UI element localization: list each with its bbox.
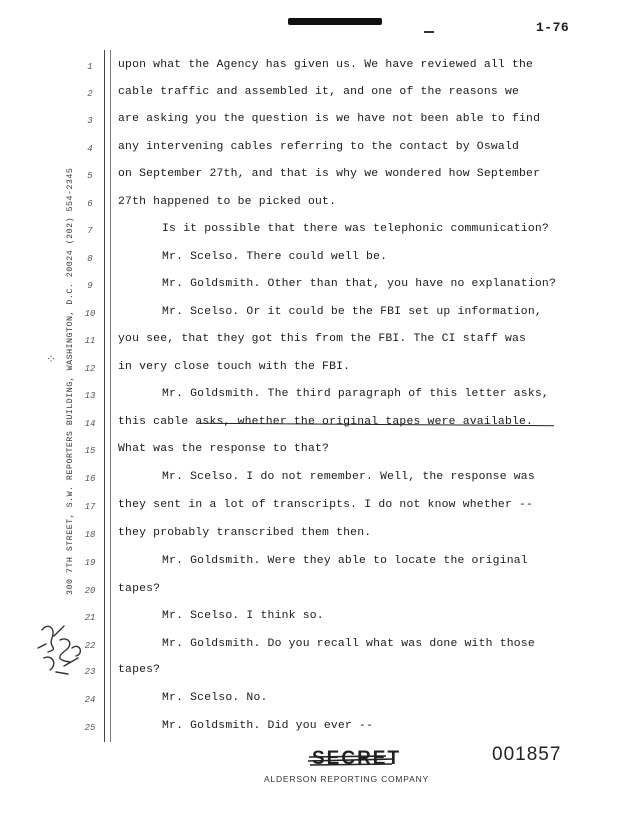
reporter-address-vertical: 300 7TH STREET, S.W. REPORTERS BUILDING, WASHINGTON, D.C. 20024 (202) 554-2345 <box>66 167 75 595</box>
line-number: 8 <box>87 254 93 264</box>
transcript-line <box>0 166 638 186</box>
line-text: are asking you the question is we have not been able to find <box>118 113 541 125</box>
line-text: Mr. Goldsmith. Other than that, you have no explanation? <box>162 278 556 290</box>
line-text: this cable asks, whether the original tapes were available. <box>118 416 534 428</box>
line-number: 7 <box>87 226 93 236</box>
line-text: tapes? <box>118 664 161 676</box>
secret-stamp: SECRET <box>312 748 402 769</box>
line-text: Mr. Scelso. Or it could be the FBI set up information, <box>162 306 542 318</box>
line-number: 5 <box>87 171 93 181</box>
line-text: Is it possible that there was telephonic communication? <box>162 223 549 235</box>
line-text: Mr. Scelso. I think so. <box>162 610 324 622</box>
page-number: 1-76 <box>536 20 570 35</box>
transcript-line <box>0 497 638 517</box>
line-text: any intervening cables referring to the contact by Oswald <box>118 141 520 153</box>
line-text: What was the response to that? <box>118 443 330 455</box>
line-number: 25 <box>84 723 96 733</box>
line-text: Mr. Goldsmith. Do you recall what was done with those <box>162 638 535 650</box>
line-number: 10 <box>84 309 96 319</box>
transcript-line <box>0 249 638 269</box>
line-number: 13 <box>84 391 96 401</box>
transcript-line <box>0 84 638 104</box>
stamp-strikethrough <box>306 752 396 772</box>
line-number: 11 <box>84 336 96 346</box>
transcript-line <box>0 662 638 682</box>
margin-tick-mark: ⁘ <box>46 353 57 367</box>
transcript-line <box>0 581 638 601</box>
transcript-line <box>0 359 638 379</box>
transcript-line <box>0 194 638 214</box>
line-text: they probably transcribed them then. <box>118 527 372 539</box>
transcript-line <box>0 553 638 573</box>
document-number: 001857 <box>492 744 562 765</box>
redaction-bar <box>288 18 382 25</box>
transcript-line <box>0 304 638 324</box>
line-number: 16 <box>84 474 96 484</box>
transcript-line <box>0 636 638 656</box>
transcript-line <box>0 111 638 131</box>
line-number: 12 <box>84 364 96 374</box>
transcript-line <box>0 608 638 628</box>
transcript-line <box>0 525 638 545</box>
line-text: they sent in a lot of transcripts. I do not know whether -- <box>118 499 534 511</box>
transcript-line <box>0 469 638 489</box>
line-text: Mr. Scelso. There could well be. <box>162 251 388 263</box>
handwritten-signature-icon <box>34 618 94 678</box>
line-number: 6 <box>87 199 93 209</box>
line-text: Mr. Scelso. No. <box>162 692 268 704</box>
line-number: 22 <box>84 641 96 651</box>
line-number: 20 <box>84 586 96 596</box>
line-text: Mr. Scelso. I do not remember. Well, the response was <box>162 471 535 483</box>
line-text: Mr. Goldsmith. Did you ever -- <box>162 720 374 732</box>
line-number: 4 <box>87 144 93 154</box>
line-number: 3 <box>87 116 93 126</box>
transcript-line <box>0 221 638 241</box>
transcript-line <box>0 718 638 738</box>
line-number: 2 <box>87 89 93 99</box>
line-number: 18 <box>84 530 96 540</box>
transcript-line <box>0 690 638 710</box>
line-text: on September 27th, and that is why we wondered how September <box>118 168 541 180</box>
line-text: cable traffic and assembled it, and one of the reasons we <box>118 86 520 98</box>
line-text: Mr. Goldsmith. The third paragraph of this letter asks, <box>162 388 549 400</box>
transcript-line <box>0 139 638 159</box>
line-text: tapes? <box>118 583 161 595</box>
transcript-line <box>0 57 638 77</box>
line-number: 14 <box>84 419 96 429</box>
line-number: 9 <box>87 281 93 291</box>
line-text: in very close touch with the FBI. <box>118 361 351 373</box>
transcript-line <box>0 441 638 461</box>
transcript-line <box>0 331 638 351</box>
line-number: 17 <box>84 502 96 512</box>
line-number: 19 <box>84 558 96 568</box>
reporting-company: ALDERSON REPORTING COMPANY <box>264 774 430 784</box>
transcript-line <box>0 386 638 406</box>
line-text: you see, that they got this from the FBI. The CI staff was <box>118 333 527 345</box>
line-number: 24 <box>84 695 96 705</box>
line-number: 1 <box>87 62 93 72</box>
line-text: Mr. Goldsmith. Were they able to locate the original <box>162 555 528 567</box>
line-text: 27th happened to be picked out. <box>118 196 337 208</box>
line-number: 15 <box>84 446 96 456</box>
stray-mark <box>424 31 434 33</box>
line-number: 21 <box>84 613 96 623</box>
line-number: 23 <box>84 667 96 677</box>
line-text: upon what the Agency has given us. We have reviewed all the <box>118 59 534 71</box>
transcript-line <box>0 276 638 296</box>
